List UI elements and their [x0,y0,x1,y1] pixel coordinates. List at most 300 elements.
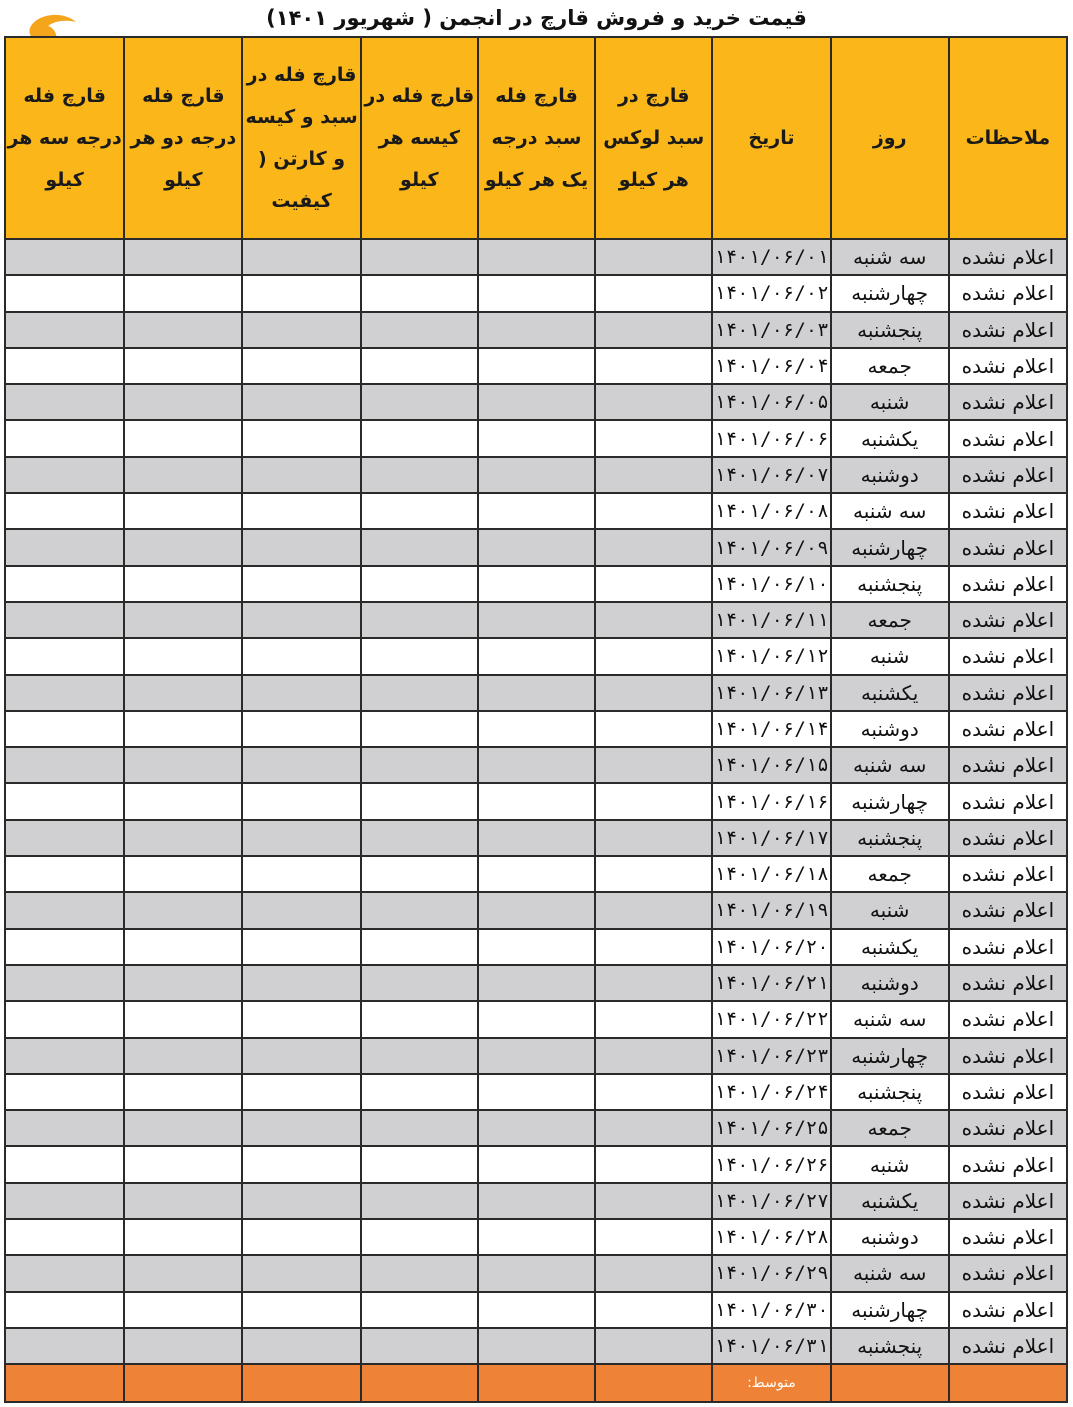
table-row [5,420,1067,456]
price-cell-grade3 [5,348,124,384]
table-row [5,1146,1067,1182]
price-cell-grade3 [5,1001,124,1037]
note-cell: اعلام نشده [949,493,1067,529]
price-cell-lux [595,1038,712,1074]
table-row [5,711,1067,747]
note-cell: اعلام نشده [949,239,1067,275]
header-date: تاریخ [712,37,830,239]
price-cell-bag [361,1146,478,1182]
day-cell: شنبه [831,638,949,674]
price-cell-bag [361,1219,478,1255]
note-cell: اعلام نشده [949,1001,1067,1037]
table-row [5,1183,1067,1219]
date-cell: ۱۴۰۱/۰۶/۱۶ [712,783,830,819]
price-cell-bag [361,1255,478,1291]
day-cell: چهارشنبه [831,783,949,819]
day-cell: دوشنبه [831,457,949,493]
table-row [5,929,1067,965]
price-cell-grade2 [124,457,242,493]
price-cell-grade3 [5,856,124,892]
price-cell-lux [595,529,712,565]
price-cell-lux [595,1328,712,1364]
table-row [5,1255,1067,1291]
price-cell-grade2 [124,348,242,384]
note-cell: اعلام نشده [949,275,1067,311]
date-cell: ۱۴۰۱/۰۶/۲۶ [712,1146,830,1182]
table-row [5,1328,1067,1364]
date-cell: ۱۴۰۱/۰۶/۲۲ [712,1001,830,1037]
date-cell: ۱۴۰۱/۰۶/۱۴ [712,711,830,747]
table-row [5,892,1067,928]
price-table [4,36,1068,1403]
table-row [5,348,1067,384]
price-cell-lux [595,1074,712,1110]
price-cell-grade3 [5,566,124,602]
price-cell-basket-bag-carton [242,965,360,1001]
price-cell-grade3 [5,529,124,565]
price-cell-grade2 [124,1219,242,1255]
price-cell-bag [361,348,478,384]
price-cell-basket-grade1 [478,929,595,965]
note-cell: اعلام نشده [949,892,1067,928]
date-cell: ۱۴۰۱/۰۶/۲۹ [712,1255,830,1291]
price-cell-grade2 [124,420,242,456]
price-cell-lux [595,1255,712,1291]
price-cell-bag [361,892,478,928]
price-cell-grade2 [124,856,242,892]
price-cell-bag [361,529,478,565]
day-cell: شنبه [831,892,949,928]
price-cell-grade3 [5,239,124,275]
price-cell-grade2 [124,1328,242,1364]
average-row [5,1364,1067,1402]
header-bag: قارچ فله در کیسه هر کیلو [361,37,478,239]
note-cell: اعلام نشده [949,1110,1067,1146]
note-cell: اعلام نشده [949,1328,1067,1364]
table-row [5,275,1067,311]
day-cell: سه شنبه [831,1001,949,1037]
price-cell-bag [361,1074,478,1110]
price-cell-grade3 [5,1110,124,1146]
day-cell: شنبه [831,1146,949,1182]
price-cell-lux [595,420,712,456]
price-cell-grade2 [124,820,242,856]
price-cell-basket-bag-carton [242,1255,360,1291]
price-cell-grade3 [5,457,124,493]
price-cell-bag [361,1001,478,1037]
price-cell-basket-bag-carton [242,493,360,529]
price-cell-grade2 [124,965,242,1001]
price-cell-lux [595,1110,712,1146]
price-cell-grade3 [5,1038,124,1074]
price-cell-basket-grade1 [478,1001,595,1037]
price-cell-basket-bag-carton [242,566,360,602]
table-row [5,638,1067,674]
price-cell-lux [595,820,712,856]
price-cell-grade2 [124,638,242,674]
price-cell-basket-grade1 [478,529,595,565]
price-cell-grade2 [124,493,242,529]
price-cell-grade2 [124,1255,242,1291]
header-lux: قارچ در سبد لوکس هر کیلو [595,37,712,239]
price-cell-lux [595,348,712,384]
price-cell-lux [595,856,712,892]
price-cell-basket-grade1 [478,1292,595,1328]
price-cell-grade2 [124,384,242,420]
price-cell-basket-grade1 [478,493,595,529]
price-cell-grade3 [5,1074,124,1110]
page-title: قیمت خرید و فروش قارچ در انجمن ( شهریور ۱۴۰۱) [266,6,807,30]
price-cell-basket-bag-carton [242,783,360,819]
price-cell-lux [595,239,712,275]
day-cell: یکشنبه [831,929,949,965]
price-cell-bag [361,783,478,819]
note-cell: اعلام نشده [949,1038,1067,1074]
price-cell-grade3 [5,1146,124,1182]
table-row [5,239,1067,275]
date-cell: ۱۴۰۱/۰۶/۰۴ [712,348,830,384]
date-cell: ۱۴۰۱/۰۶/۲۳ [712,1038,830,1074]
date-cell: ۱۴۰۱/۰۶/۰۱ [712,239,830,275]
price-cell-basket-grade1 [478,275,595,311]
price-cell-basket-bag-carton [242,420,360,456]
price-cell-basket-bag-carton [242,348,360,384]
table-row [5,1110,1067,1146]
price-cell-grade2 [124,892,242,928]
note-cell: اعلام نشده [949,420,1067,456]
price-cell-lux [595,384,712,420]
table-row [5,312,1067,348]
price-cell-grade3 [5,929,124,965]
price-cell-lux [595,892,712,928]
average-label: متوسط: [712,1364,830,1402]
price-cell-basket-grade1 [478,747,595,783]
note-cell: اعلام نشده [949,1292,1067,1328]
price-cell-basket-grade1 [478,711,595,747]
date-cell: ۱۴۰۱/۰۶/۲۸ [712,1219,830,1255]
price-cell-grade3 [5,638,124,674]
price-cell-lux [595,1219,712,1255]
date-cell: ۱۴۰۱/۰۶/۰۶ [712,420,830,456]
average-cell [595,1364,712,1402]
price-cell-basket-bag-carton [242,1183,360,1219]
day-cell: چهارشنبه [831,1292,949,1328]
table-row [5,457,1067,493]
price-cell-bag [361,711,478,747]
average-cell [124,1364,242,1402]
note-cell: اعلام نشده [949,566,1067,602]
date-cell: ۱۴۰۱/۰۶/۲۷ [712,1183,830,1219]
table-body [5,239,1067,1402]
note-cell: اعلام نشده [949,856,1067,892]
price-cell-grade2 [124,747,242,783]
date-cell: ۱۴۰۱/۰۶/۲۵ [712,1110,830,1146]
price-cell-lux [595,965,712,1001]
price-cell-bag [361,457,478,493]
price-cell-lux [595,1292,712,1328]
note-cell: اعلام نشده [949,1074,1067,1110]
date-cell: ۱۴۰۱/۰۶/۰۵ [712,384,830,420]
price-cell-bag [361,638,478,674]
price-cell-grade3 [5,312,124,348]
price-cell-basket-grade1 [478,783,595,819]
price-cell-grade3 [5,1328,124,1364]
price-cell-lux [595,602,712,638]
price-cell-grade2 [124,1146,242,1182]
price-cell-grade2 [124,529,242,565]
table-row [5,1219,1067,1255]
note-cell: اعلام نشده [949,1146,1067,1182]
day-cell: دوشنبه [831,1219,949,1255]
date-cell: ۱۴۰۱/۰۶/۰۷ [712,457,830,493]
price-cell-grade3 [5,892,124,928]
table-row [5,1001,1067,1037]
price-cell-basket-bag-carton [242,457,360,493]
price-cell-grade2 [124,239,242,275]
price-cell-lux [595,457,712,493]
price-cell-bag [361,312,478,348]
price-cell-grade3 [5,747,124,783]
price-cell-lux [595,783,712,819]
day-cell: شنبه [831,384,949,420]
price-cell-bag [361,1328,478,1364]
price-cell-basket-bag-carton [242,1219,360,1255]
day-cell: یکشنبه [831,1183,949,1219]
day-cell: یکشنبه [831,675,949,711]
note-cell: اعلام نشده [949,1255,1067,1291]
table-row [5,566,1067,602]
price-cell-bag [361,602,478,638]
price-cell-grade2 [124,1183,242,1219]
table-row [5,1292,1067,1328]
price-cell-basket-bag-carton [242,711,360,747]
note-cell: اعلام نشده [949,1183,1067,1219]
note-cell: اعلام نشده [949,1219,1067,1255]
price-cell-basket-grade1 [478,1038,595,1074]
note-cell: اعلام نشده [949,602,1067,638]
price-cell-grade2 [124,275,242,311]
price-cell-bag [361,420,478,456]
price-cell-grade3 [5,783,124,819]
price-cell-bag [361,566,478,602]
average-cell [242,1364,360,1402]
price-cell-basket-bag-carton [242,1001,360,1037]
day-cell: جمعه [831,602,949,638]
price-cell-grade3 [5,1292,124,1328]
price-cell-basket-bag-carton [242,1146,360,1182]
price-cell-basket-grade1 [478,638,595,674]
date-cell: ۱۴۰۱/۰۶/۱۱ [712,602,830,638]
price-cell-lux [595,493,712,529]
price-cell-grade3 [5,420,124,456]
price-cell-basket-grade1 [478,1328,595,1364]
price-cell-basket-bag-carton [242,929,360,965]
day-cell: چهارشنبه [831,1038,949,1074]
table-row [5,493,1067,529]
price-cell-lux [595,638,712,674]
price-cell-basket-grade1 [478,965,595,1001]
price-cell-grade2 [124,1110,242,1146]
day-cell: جمعه [831,856,949,892]
price-cell-bag [361,675,478,711]
price-cell-basket-grade1 [478,239,595,275]
price-cell-basket-bag-carton [242,1328,360,1364]
date-cell: ۱۴۰۱/۰۶/۱۳ [712,675,830,711]
price-cell-basket-bag-carton [242,312,360,348]
price-cell-basket-bag-carton [242,747,360,783]
note-cell: اعلام نشده [949,747,1067,783]
price-cell-basket-bag-carton [242,602,360,638]
price-cell-basket-grade1 [478,602,595,638]
price-cell-basket-grade1 [478,348,595,384]
day-cell: پنجشنبه [831,1074,949,1110]
price-cell-basket-grade1 [478,1110,595,1146]
date-cell: ۱۴۰۱/۰۶/۱۲ [712,638,830,674]
price-cell-grade3 [5,275,124,311]
price-cell-basket-grade1 [478,1146,595,1182]
price-cell-bag [361,1038,478,1074]
day-cell: دوشنبه [831,711,949,747]
price-cell-grade3 [5,384,124,420]
average-cell [361,1364,478,1402]
price-cell-bag [361,1292,478,1328]
note-cell: اعلام نشده [949,529,1067,565]
price-cell-lux [595,566,712,602]
price-cell-basket-grade1 [478,1219,595,1255]
price-cell-basket-bag-carton [242,384,360,420]
note-cell: اعلام نشده [949,675,1067,711]
price-cell-grade2 [124,929,242,965]
price-cell-lux [595,747,712,783]
price-cell-bag [361,493,478,529]
price-cell-lux [595,1183,712,1219]
price-cell-lux [595,312,712,348]
note-cell: اعلام نشده [949,457,1067,493]
price-cell-basket-bag-carton [242,1110,360,1146]
price-cell-lux [595,1146,712,1182]
price-cell-grade3 [5,675,124,711]
price-cell-basket-bag-carton [242,820,360,856]
price-cell-grade3 [5,820,124,856]
date-cell: ۱۴۰۱/۰۶/۰۳ [712,312,830,348]
header-grade3: قارچ فله درجه سه هر کیلو [5,37,124,239]
date-cell: ۱۴۰۱/۰۶/۳۰ [712,1292,830,1328]
header-basket-bag-carton: قارچ فله در سبد و کیسه و کارتن ( کیفیت [242,37,360,239]
price-cell-basket-grade1 [478,856,595,892]
price-cell-basket-grade1 [478,1183,595,1219]
price-cell-grade2 [124,566,242,602]
price-cell-bag [361,820,478,856]
price-cell-basket-bag-carton [242,675,360,711]
day-cell: پنجشنبه [831,1328,949,1364]
note-cell: اعلام نشده [949,312,1067,348]
price-cell-grade2 [124,711,242,747]
price-cell-basket-grade1 [478,820,595,856]
price-cell-basket-bag-carton [242,529,360,565]
date-cell: ۱۴۰۱/۰۶/۱۵ [712,747,830,783]
day-cell: چهارشنبه [831,529,949,565]
note-cell: اعلام نشده [949,820,1067,856]
note-cell: اعلام نشده [949,783,1067,819]
price-cell-lux [595,929,712,965]
price-cell-grade2 [124,1292,242,1328]
price-cell-lux [595,711,712,747]
table-row [5,675,1067,711]
average-cell [949,1364,1067,1402]
price-cell-basket-bag-carton [242,1038,360,1074]
table-row [5,783,1067,819]
price-cell-lux [595,275,712,311]
note-cell: اعلام نشده [949,384,1067,420]
price-cell-grade3 [5,493,124,529]
price-cell-grade2 [124,783,242,819]
date-cell: ۱۴۰۱/۰۶/۰۹ [712,529,830,565]
note-cell: اعلام نشده [949,711,1067,747]
date-cell: ۱۴۰۱/۰۶/۱۸ [712,856,830,892]
header-notes: ملاحظات [949,37,1067,239]
average-cell [831,1364,949,1402]
price-cell-grade2 [124,1001,242,1037]
price-cell-grade3 [5,1255,124,1291]
price-cell-bag [361,275,478,311]
price-cell-grade3 [5,711,124,747]
price-cell-basket-bag-carton [242,239,360,275]
price-cell-bag [361,1183,478,1219]
price-cell-grade3 [5,602,124,638]
price-cell-grade2 [124,675,242,711]
price-cell-grade3 [5,1183,124,1219]
table-row [5,820,1067,856]
date-cell: ۱۴۰۱/۰۶/۱۰ [712,566,830,602]
table-row [5,602,1067,638]
table-row [5,747,1067,783]
day-cell: سه شنبه [831,1255,949,1291]
date-cell: ۱۴۰۱/۰۶/۱۷ [712,820,830,856]
day-cell: چهارشنبه [831,275,949,311]
table-row [5,529,1067,565]
price-cell-basket-grade1 [478,566,595,602]
price-cell-bag [361,384,478,420]
day-cell: یکشنبه [831,420,949,456]
day-cell: سه شنبه [831,239,949,275]
price-cell-basket-grade1 [478,1074,595,1110]
header-day: روز [831,37,949,239]
date-cell: ۱۴۰۱/۰۶/۱۹ [712,892,830,928]
header-grade2: قارچ فله درجه دو هر کیلو [124,37,242,239]
price-cell-basket-bag-carton [242,856,360,892]
price-cell-bag [361,929,478,965]
note-cell: اعلام نشده [949,638,1067,674]
table-row [5,384,1067,420]
price-cell-grade2 [124,602,242,638]
table-row [5,1038,1067,1074]
price-cell-grade2 [124,312,242,348]
price-cell-grade3 [5,965,124,1001]
note-cell: اعلام نشده [949,348,1067,384]
price-cell-basket-grade1 [478,312,595,348]
header-basket-grade1: قارچ فله سبد درجه یک هر کیلو [478,37,595,239]
day-cell: پنجشنبه [831,312,949,348]
date-cell: ۱۴۰۱/۰۶/۲۱ [712,965,830,1001]
table-row [5,1074,1067,1110]
price-cell-basket-bag-carton [242,275,360,311]
day-cell: جمعه [831,348,949,384]
price-cell-basket-grade1 [478,675,595,711]
day-cell: دوشنبه [831,965,949,1001]
price-cell-bag [361,239,478,275]
day-cell: پنجشنبه [831,566,949,602]
table-row [5,965,1067,1001]
